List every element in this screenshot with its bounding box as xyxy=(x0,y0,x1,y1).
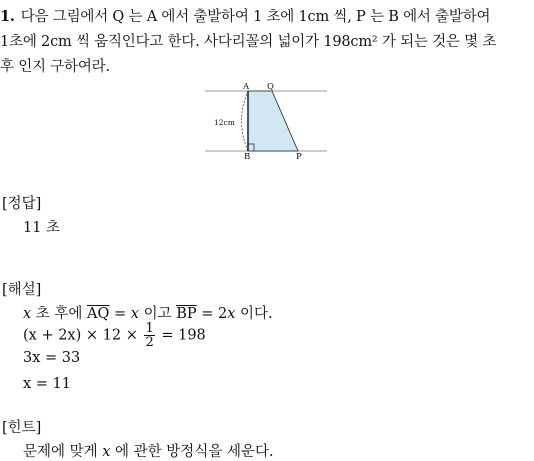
problem-line-3: 후 인지 구하여라. xyxy=(0,59,110,75)
solution-line-1: x 초 후에 $\overline{AQ} = x$ 이고 $\overline{BP} = 2x$ 이다. xyxy=(23,306,273,322)
segment-bp: $\overline{BP}$ xyxy=(176,306,197,322)
label-a: A xyxy=(243,82,250,92)
solution-title: [해설] xyxy=(2,282,42,298)
solution-equation-2: 3x = 33 xyxy=(23,350,81,366)
solution-equation-3: x = 11 xyxy=(23,376,71,392)
problem-statement xyxy=(0,4,528,80)
dimension-brace xyxy=(242,91,249,151)
label-b: B xyxy=(244,152,251,162)
problem-number: 1. xyxy=(0,8,15,25)
problem-line-1 xyxy=(0,4,528,30)
fraction-one-half: $\frac{1}{2}$ xyxy=(145,321,154,350)
trapezoid-shape xyxy=(248,91,298,151)
hint-text: 문제에 맞게 x 에 관한 방정식을 세운다. xyxy=(23,444,274,460)
label-p: P xyxy=(296,152,302,162)
answer-value: 11 초 xyxy=(23,220,61,236)
segment-aq: $\overline{AQ}$ xyxy=(87,306,110,322)
answer-title: [정답] xyxy=(2,196,42,212)
trapezoid-figure xyxy=(205,80,335,162)
problem-text-1: 다음 그림에서 Q 는 A 에서 출발하여 1 초에 1cm 씩, P 는 B 에서 출발하여 xyxy=(20,9,491,25)
hint-title: [힌트] xyxy=(2,420,42,436)
solution-equation-1: (x + 2x) × 12 × $\frac{1}{2}$ = 198 xyxy=(23,321,206,350)
side-length-label: 12cm xyxy=(214,118,235,127)
problem-line-2: 1초에 2cm 씩 움직인다고 한다. 사다리꼴의 넓이가 198cm² 가 되는 것은 몇 초 xyxy=(0,34,497,50)
label-q: Q xyxy=(267,82,274,92)
